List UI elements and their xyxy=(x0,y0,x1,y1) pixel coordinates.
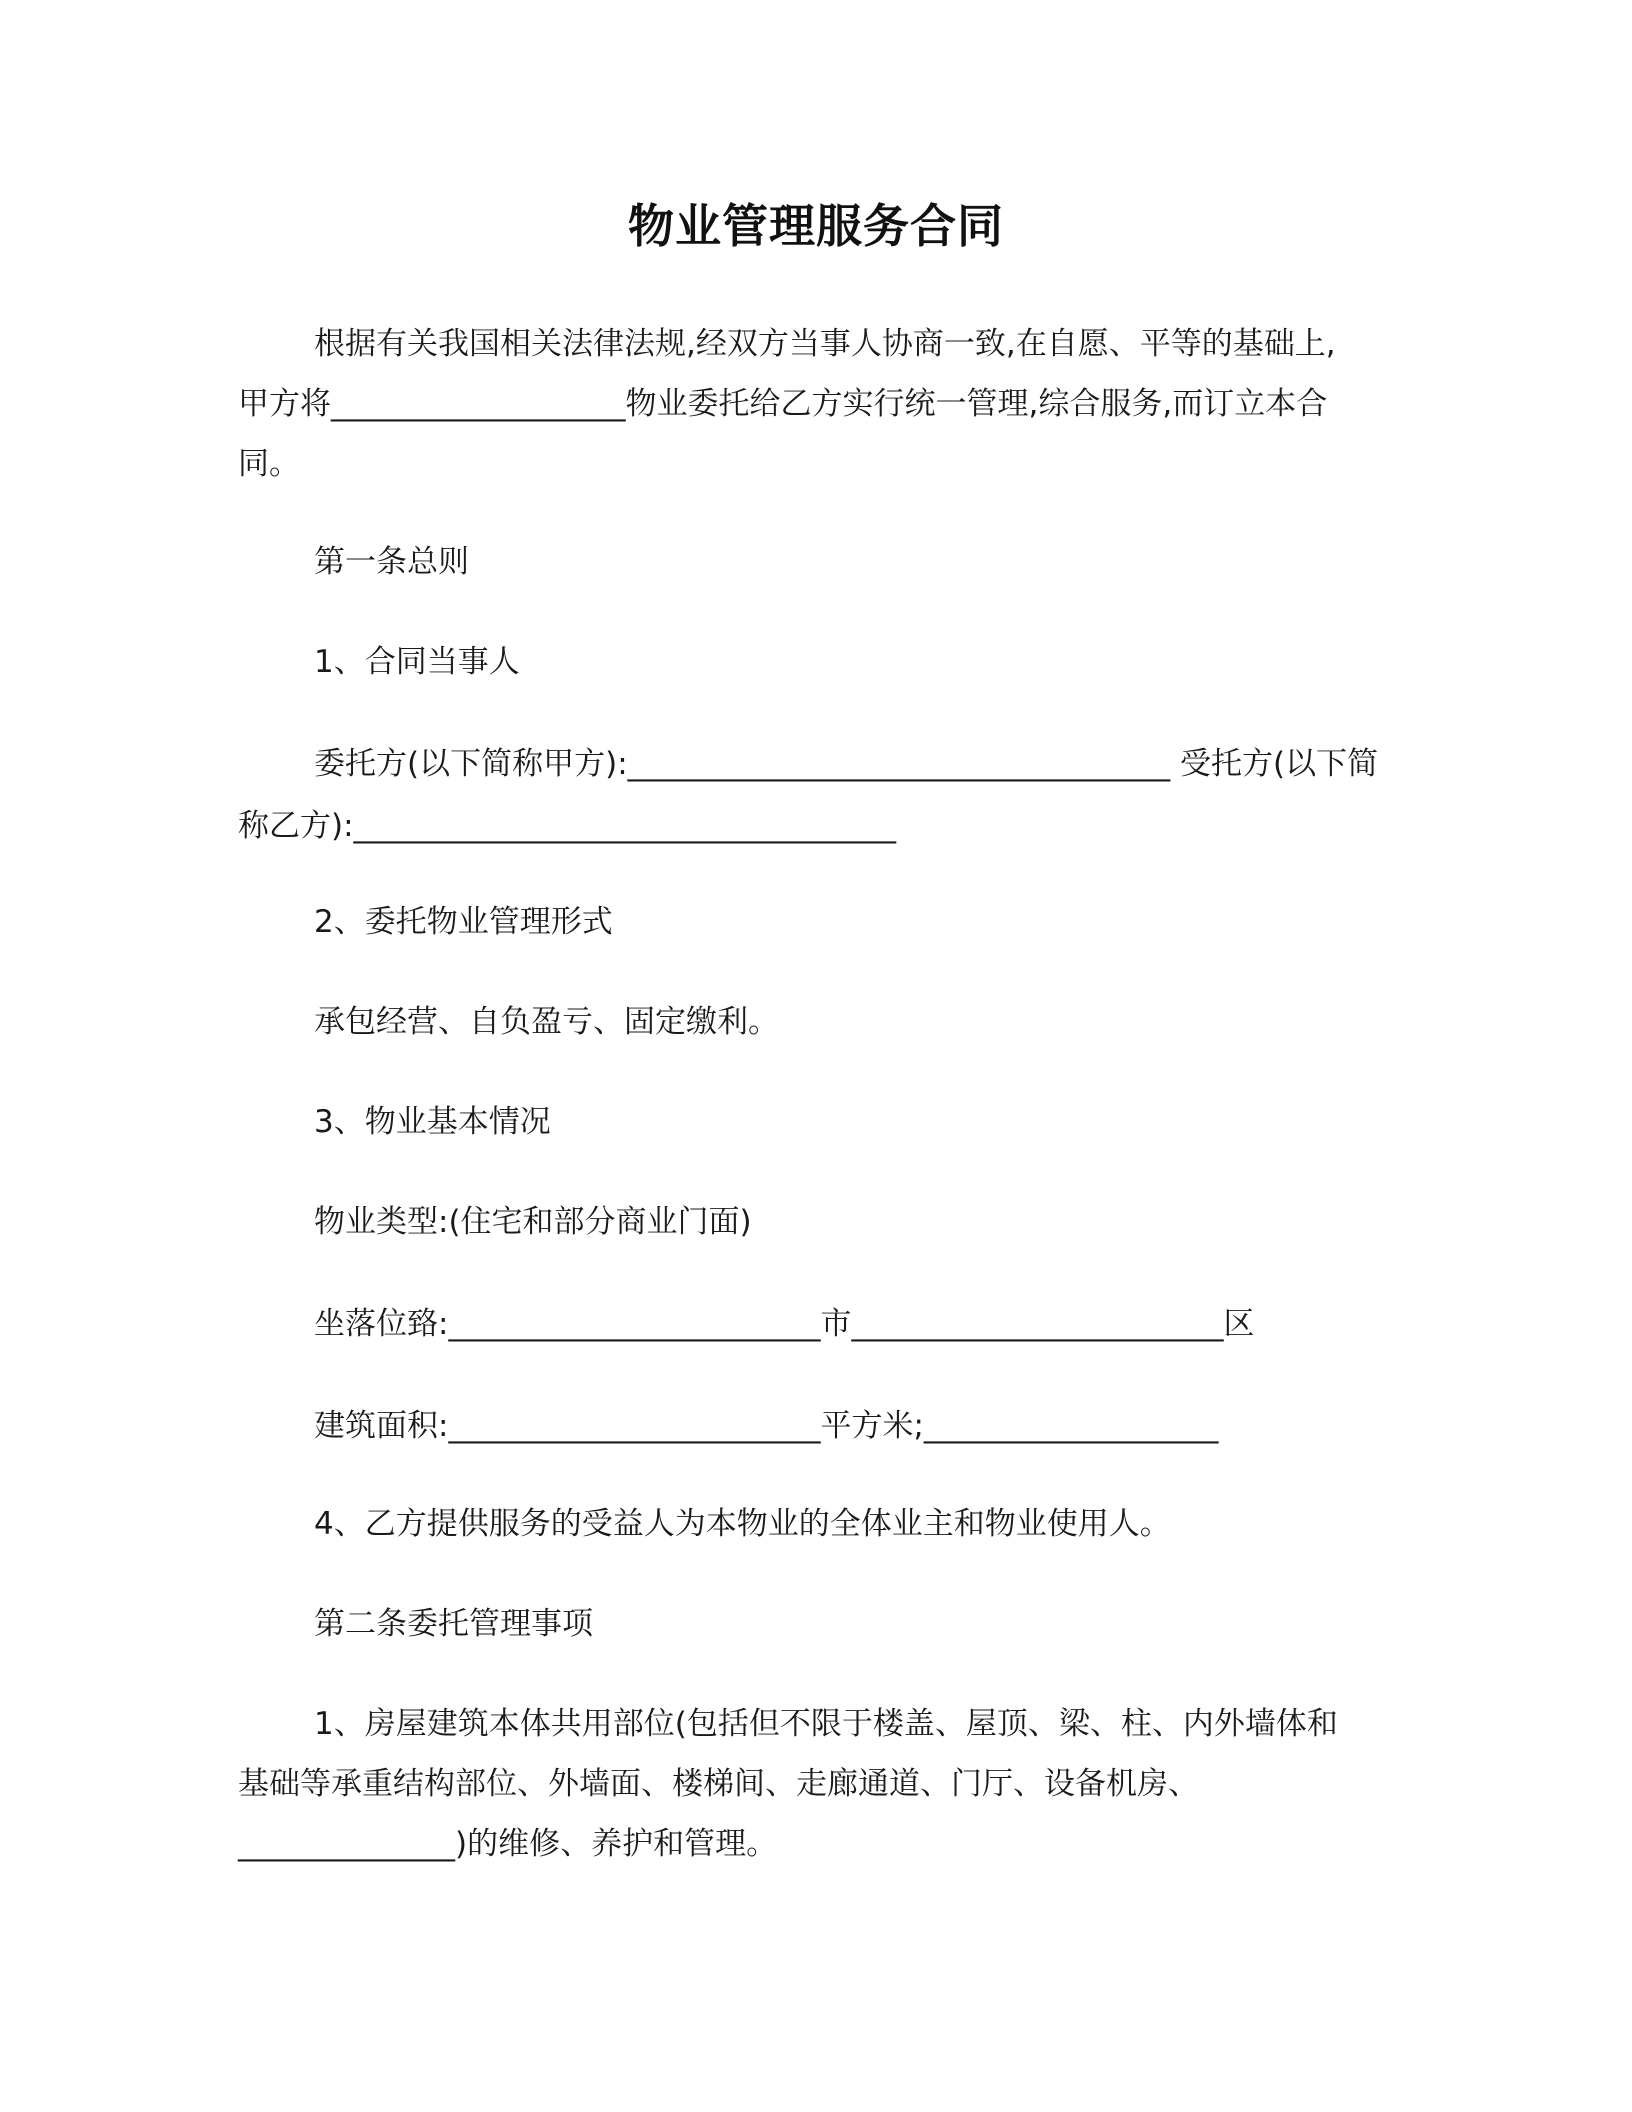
paragraph-intro-line-3: 同。 xyxy=(238,446,300,482)
article-2-item-1-line-2: 基础等承重结构部位、外墙面、楼梯间、走廊通道、门厅、设备机房、 xyxy=(238,1766,1199,1802)
document-title: 物业管理服务合同 xyxy=(628,199,1004,253)
article-1-heading: 第一条总则 xyxy=(314,544,469,580)
building-area-line: 建筑面积:________________________平方米;___________________ xyxy=(314,1408,1219,1444)
parties-line-2: 称乙方):___________________________________ xyxy=(238,808,897,844)
article-2-item-1-line-3: ______________)的维修、养护和管理。 xyxy=(238,1826,778,1862)
parties-line-1: 委托方(以下简称甲方):___________________________________ 受托方(以下简 xyxy=(314,746,1379,782)
paragraph-intro-line-2: 甲方将___________________物业委托给乙方实行统一管理,综合服务,而订立本合 xyxy=(238,386,1328,422)
article-2-item-1-line-1: 1、房屋建筑本体共用部位(包括但不限于楼盖、屋顶、梁、柱、内外墙体和 xyxy=(314,1706,1338,1742)
clause-2-heading: 2、委托物业管理形式 xyxy=(314,904,613,940)
clause-1-heading: 1、合同当事人 xyxy=(314,644,520,680)
clause-4-text: 4、乙方提供服务的受益人为本物业的全体业主和物业使用人。 xyxy=(314,1506,1171,1542)
paragraph-intro-line-1: 根据有关我国相关法律法规,经双方当事人协商一致,在自愿、平等的基础上, xyxy=(314,326,1336,362)
management-form-text: 承包经营、自负盈亏、固定缴利。 xyxy=(314,1004,779,1040)
clause-3-heading: 3、物业基本情况 xyxy=(314,1104,551,1140)
location-line: 坐落位臵:________________________市________________________区 xyxy=(314,1306,1255,1342)
article-2-heading: 第二条委托管理事项 xyxy=(314,1606,593,1642)
property-type-line: 物业类型:(住宅和部分商业门面) xyxy=(314,1204,752,1240)
